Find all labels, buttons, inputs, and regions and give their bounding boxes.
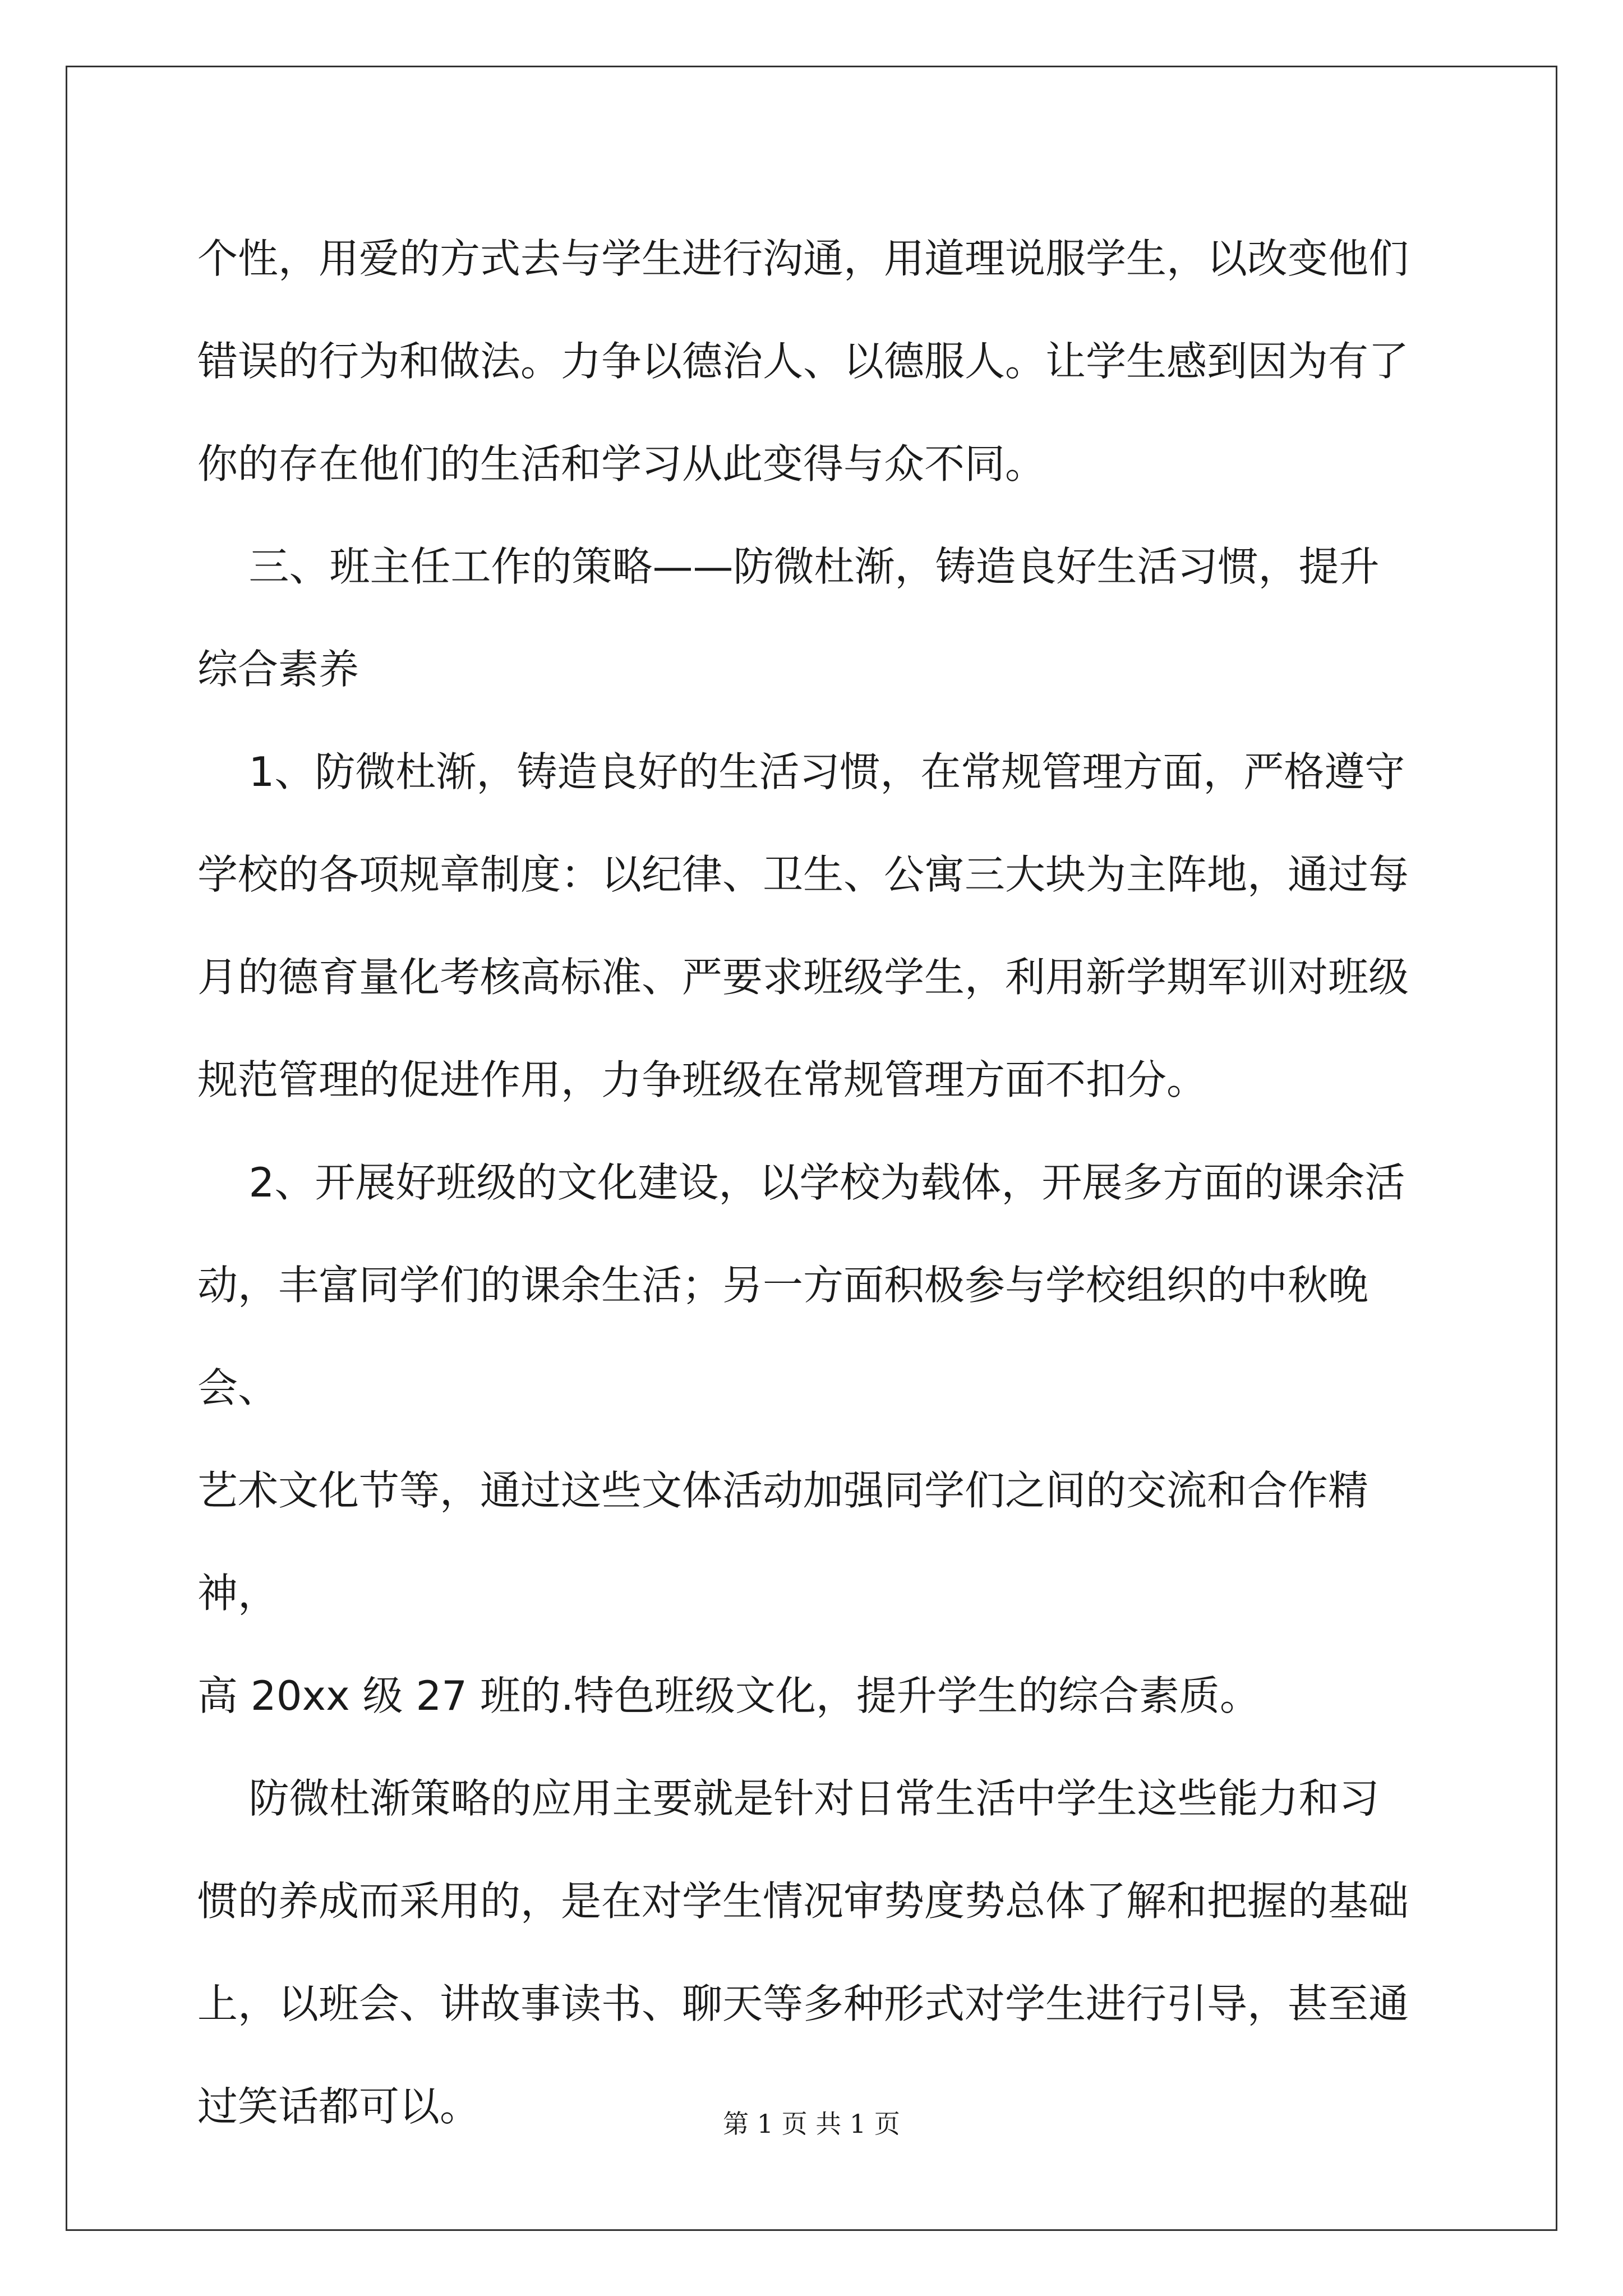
paragraph-2: 三、班主任工作的策略——防微杜渐，铸造良好生活习惯，提升 综合素养 bbox=[197, 543, 1380, 693]
paragraph-3: 1、防微杜渐，铸造良好的生活习惯，在常规管理方面，严格遵守 学校的各项规章制度：以纪律、卫生、公寓三大块为主阵地，通过每 月的德育量化考核高标准、严要求班级学生，利用新学期军训对班级 规范管理的促进作用，力争班级在常规管理方面不扣分。 bbox=[197, 748, 1409, 1103]
document-body bbox=[197, 208, 1431, 2158]
paragraph-1: 个性，用爱的方式去与学生进行沟通，用道理说服学生，以改变他们 错误的行为和做法。力争以德治人、以德服人。让学生感到因为有了 你的存在他们的生活和学习从此变得与众不同。 bbox=[197, 235, 1409, 487]
paragraph-5: 防微杜渐策略的应用主要就是针对日常生活中学生这些能力和习 惯的养成而采用的，是在对学生情况审势度势总体了解和把握的基础 上，以班会、讲故事读书、聊天等多种形式对学生进行引导，甚至通 过笑话都可以。 bbox=[197, 1775, 1409, 2130]
page-number-footer: 第 1 页 共 1 页 bbox=[723, 2109, 900, 2139]
paragraph-4: 2、开展好班级的文化建设，以学校为载体，开展多方面的课余活 动，丰富同学们的课余生活；另一方面积极参与学校组织的中秋晚会、 艺术文化节等，通过这些文体活动加强同学们之间的交流和合作精神， 高 20xx 级 27 班的.特色班级文化，提升学生的综合素质。 bbox=[197, 1159, 1405, 1719]
